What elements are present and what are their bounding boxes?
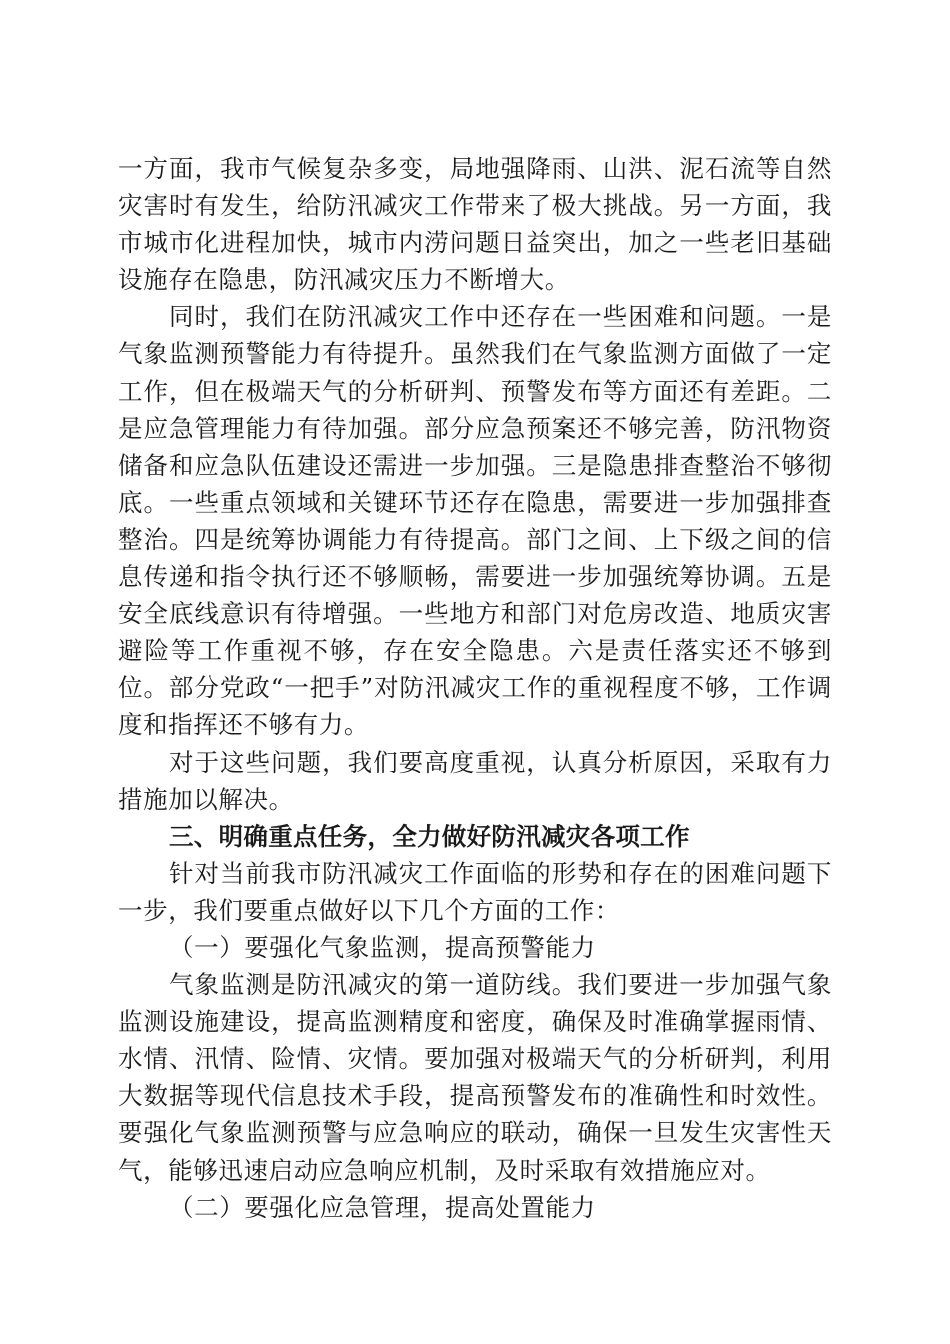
paragraph-problems: 同时，我们在防汛减灾工作中还存在一些困难和问题。一是气象监测预警能力有待提升。虽然我们在气象监测方面做了一定工作，但在极端天气的分析研判、预警发布等方面还有差距。二是应急管理能力有待加强。部分应急预案还不够完善，防汛物资储备和应急队伍建设还需进一步加强。三是隐患排查整治不够彻底。一些重点领域和关键环节还存在隐患，需要进一步加强排查整治。四是统筹协调能力有待提高。部门之间、上下级之间的信息传递和指令执行还不够顺畅，需要进一步加强统筹协调。五是安全底线意识有待增强。一些地方和部门对危房改造、地质灾害避险等工作重视不够，存在安全隐患。六是责任落实还不够到位。部分党政“一把手”对防汛减灾工作的重视程度不够，工作调度和指挥还不够有力。 <box>118 302 832 740</box>
paragraph-situation: 一方面，我市气候复杂多变，局地强降雨、山洪、泥石流等自然灾害时有发生，给防汛减灾工作带来了极大挑战。另一方面，我市城市化进程加快，城市内涝问题日益突出，加之一些老旧基础设施存在隐患，防汛减灾压力不断增大。 <box>118 154 832 295</box>
paragraph-resolve: 对于这些问题，我们要高度重视，认真分析原因，采取有力措施加以解决。 <box>118 747 832 814</box>
paragraph-weather-monitoring: 气象监测是防汛减灾的第一道防线。我们要进一步加强气象监测设施建设，提高监测精度和密度，确保及时准确掌握雨情、水情、汛情、险情、灾情。要加强对极端天气的分析研判，利用大数据等现代信息技术手段，提高预警发布的准确性和时效性。要强化气象监测预警与应急响应的联动，确保一旦发生灾害性天气，能够迅速启动应急响应机制，及时采取有效措施应对。 <box>118 970 832 1185</box>
subheading-2: （二）要强化应急管理，提高处置能力 <box>169 1192 596 1222</box>
paragraph-intro-tasks: 针对当前我市防汛减灾工作面临的形势和存在的困难问题下一步，我们要重点做好以下几个方面的工作： <box>118 858 832 925</box>
document-page <box>118 150 832 1226</box>
section-heading-3: 三、明确重点任务，全力做好防汛减灾各项工作 <box>169 821 690 851</box>
subheading-1: （一）要强化气象监测，提高预警能力 <box>169 932 596 962</box>
